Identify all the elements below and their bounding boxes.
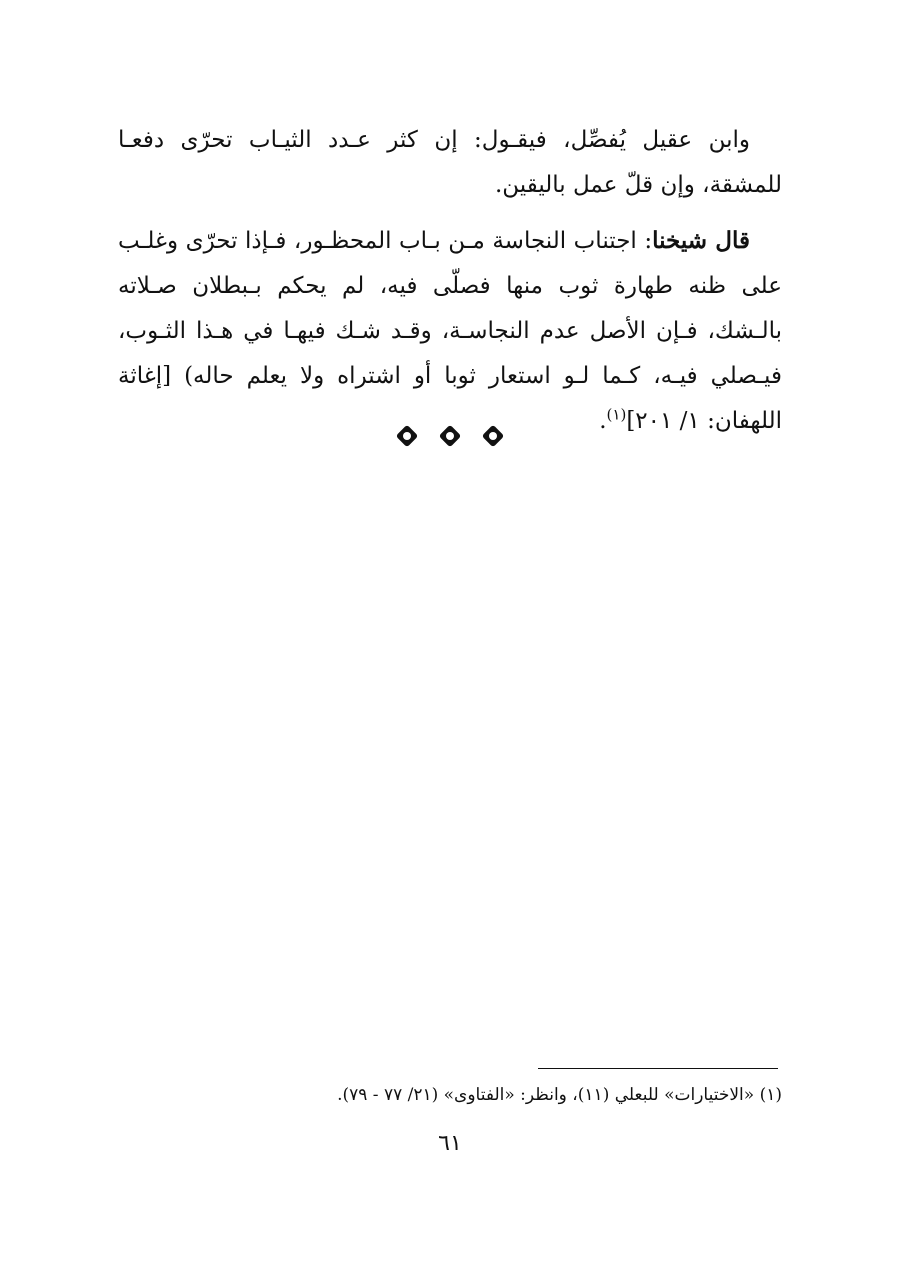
flower-ornament-icon bbox=[482, 425, 504, 447]
main-text bbox=[118, 118, 782, 454]
section-separator bbox=[0, 425, 900, 453]
flower-ornament-icon bbox=[396, 425, 418, 447]
footnote-reference-mark: (١) bbox=[606, 405, 627, 424]
footnote-text: (١) «الاختيارات» للبعلي (١١)، وانظر: «الفتاوى» (٢١/ ٧٧ - ٧٩). bbox=[337, 1085, 782, 1105]
paragraph-1-text: وابن عقيل يُفصِّل، فيقـول: إن كثر عـدد الثيـاب تحرّى دفعـا للمشقة، وإن قلّ عمل باليقين. bbox=[118, 127, 782, 198]
paragraph-2-text: : اجتناب النجاسة مـن بـاب المحظـور، فـإذا تحرّى وغلـب على ظنه طهارة ثوب منها فصلّى فيه، لم يحكم بـبطلان صـلاته بالـشك، فـإن الأصل عدم النجاسـة، وقـد شـك فيهـا في هـذا الثـوب، فيـصلي فيـه، كـما لـو استعار ثوبا أو اشتراه ولا يعلم حاله) [إغاثة اللهفان: ١/ ٢٠١] bbox=[118, 228, 782, 434]
footnote bbox=[118, 1080, 782, 1110]
paragraph-2 bbox=[118, 218, 782, 444]
flower-ornament-icon bbox=[439, 425, 461, 447]
paragraph-2-end: . bbox=[599, 408, 607, 434]
paragraph-1 bbox=[118, 118, 782, 208]
paragraph-2-lead: قال شيخنا bbox=[652, 227, 750, 254]
footnote-divider bbox=[538, 1068, 778, 1069]
page-number: ٦١ bbox=[438, 1131, 462, 1156]
